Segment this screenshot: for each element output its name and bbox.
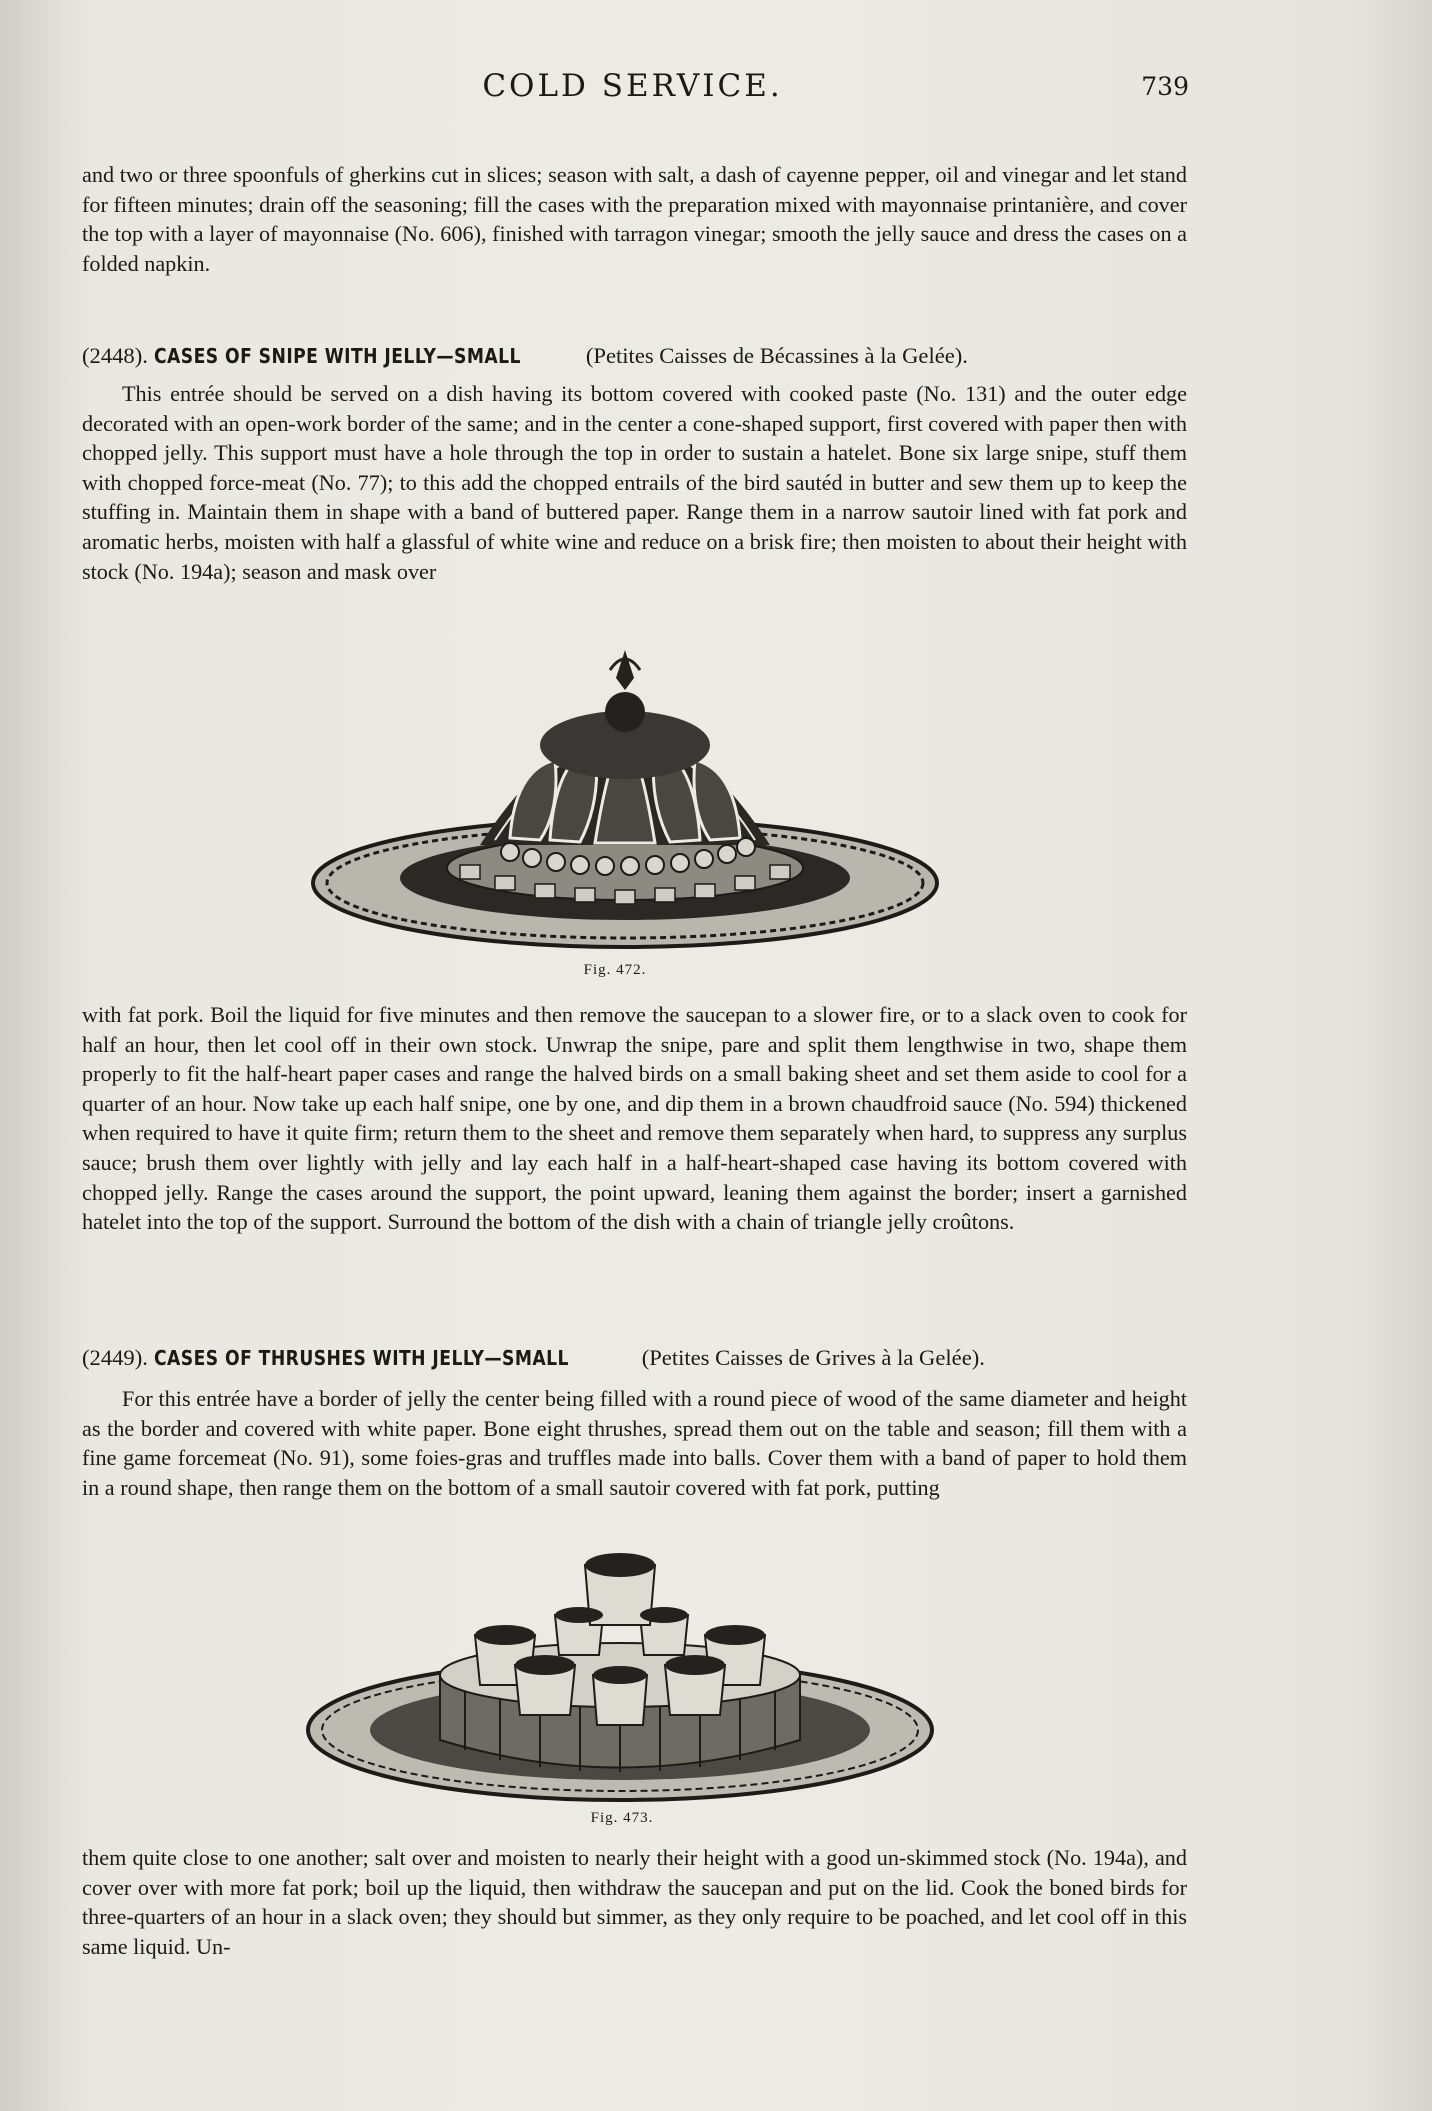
recipe-2448-french-name: (Petites Caisses de Bécassines à la Gelée). xyxy=(585,343,968,368)
running-head: COLD SERVICE. xyxy=(482,68,783,104)
intro-paragraph: and two or three spoonfuls of gherkins cut in slices; season with salt, a dash of cayenne pepper, oil and vinegar and let stand for fifteen minutes; drain off the seasoning; fill the cases with the preparation mixed with mayonnaise printanière, and cover the top with a layer of mayonnaise (No. 606), finished with tarragon vinegar; smooth the jelly sauce and dress the cases on a folded napkin. xyxy=(82,162,1187,276)
recipe-2449-paragraph-2: them quite close to one another; salt over and moisten to nearly their height with a good un-skimmed stock (No. 194a), and cover over with more fat pork; boil up the liquid, then withdraw the saucepan and put on the lid. Cook the boned birds for three-quarters of an hour in a slack oven; they should but simmer, as they only require to be poached, and let cool off in this same liquid. Un- xyxy=(82,1845,1187,1959)
recipe-2448-paragraph-1-block xyxy=(82,379,1187,586)
figure-472-illustration xyxy=(310,640,940,955)
recipe-2448-paragraph-2-block xyxy=(82,1000,1187,1237)
recipe-2449-heading xyxy=(82,1345,1192,1371)
recipe-2449-french-name: (Petites Caisses de Grives à la Gelée). xyxy=(641,1345,985,1370)
recipe-2448-title: CASES OF SNIPE WITH JELLY—SMALL xyxy=(153,344,521,368)
recipe-2449-paragraph-1-block xyxy=(82,1384,1187,1502)
recipe-2449-paragraph-2-block xyxy=(82,1843,1187,1961)
recipe-2448-paragraph-2: with fat pork. Boil the liquid for five minutes and then remove the saucepan to a slower fire, or to a slack oven to cook for half an hour, then let cool off in their own stock. Unwrap the snipe, pare and split them lengthwise in two, shape them properly to fit the half-heart paper cases and range the halved birds on a small baking sheet and set them aside to cool for a quarter of an hour. Now take up each half snipe, one by one, and dip them in a brown chaudfroid sauce (No. 594) thickened when required to have it quite firm; return them to the sheet and remove them separately when hard, to suppress any surplus sauce; brush them over lightly with jelly and lay each half in a half-heart-shaped case having its bottom covered with chopped jelly. Range the cases around the support, the point upward, leaning them against the border; insert a garnished hatelet into the top of the support. Surround the bottom of the dish with a chain of triangle jelly croûtons. xyxy=(82,1002,1187,1235)
page-header xyxy=(0,68,1432,118)
recipe-2449-paragraph-1: For this entrée have a border of jelly the center being filled with a round piece of wood of the same diameter and height as the border and covered with white paper. Bone eight thrushes, spread them out on the table and season; fill them with a fine game forcemeat (No. 91), some foies-gras and truffles made into balls. Cover them with a band of paper to hold them in a round shape, then range them on the bottom of a small sautoir covered with fat pork, putting xyxy=(82,1386,1187,1500)
figure-472-caption: Fig. 472. xyxy=(583,962,647,978)
figure-473-caption: Fig. 473. xyxy=(590,1810,654,1826)
recipe-2449-number: (2449). xyxy=(82,1345,148,1370)
page-number: 739 xyxy=(1141,72,1189,101)
figure-473-illustration xyxy=(305,1545,935,1805)
recipe-2448-heading xyxy=(82,343,1192,369)
recipe-2448-paragraph-1: This entrée should be served on a dish having its bottom covered with cooked paste (No. 131) and the outer edge decorated with an open-work border of the same; and in the center a cone-shaped support, first covered with paper then with chopped jelly. This support must have a hole through the top in order to sustain a hatelet. Bone six large snipe, stuff them with chopped force-meat (No. 77); to this add the chopped entrails of the bird sautéd in butter and sew them up to keep the stuffing in. Maintain them in shape with a band of buttered paper. Range them in a narrow sautoir lined with fat pork and aromatic herbs, moisten with half a glassful of white wine and reduce on a brisk fire; then moisten to about their height with stock (No. 194a); season and mask over xyxy=(82,381,1187,584)
recipe-2448-number: (2448). xyxy=(82,343,148,368)
intro-paragraph-block xyxy=(82,160,1187,278)
recipe-2449-title: CASES OF THRUSHES WITH JELLY—SMALL xyxy=(153,1346,569,1370)
